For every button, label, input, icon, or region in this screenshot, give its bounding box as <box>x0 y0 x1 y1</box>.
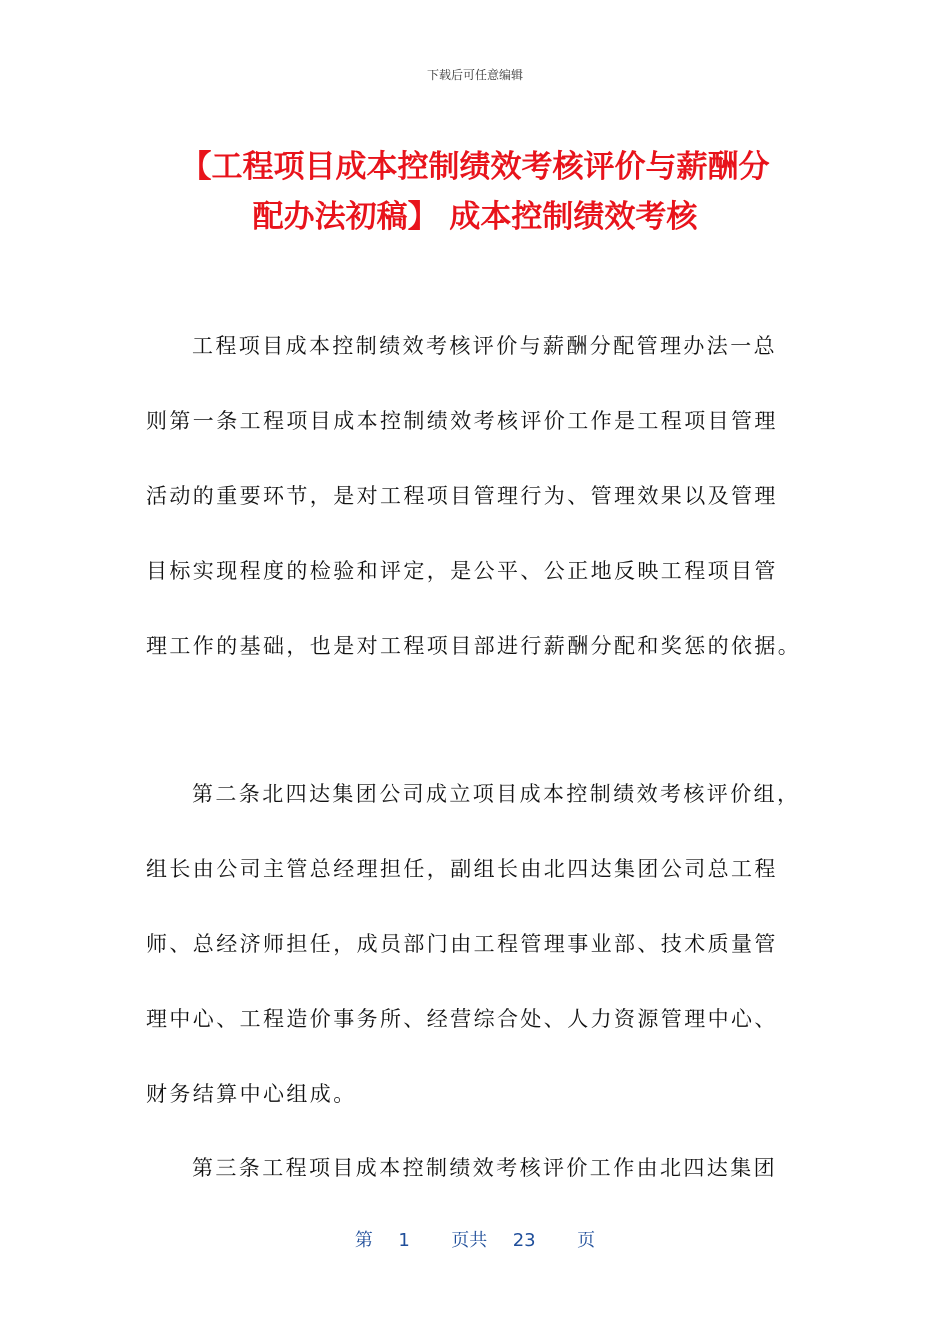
paragraph-1-line-4: 目标实现程度的检验和评定，是公平、公正地反映工程项目管 <box>146 559 778 583</box>
footer-page-mid: 页共 <box>451 1230 488 1251</box>
paragraph-1-line-1: 工程项目成本控制绩效考核评价与薪酬分配管理办法一总 <box>192 334 777 358</box>
footer-page-prefix: 第 <box>354 1230 373 1251</box>
paragraph-2-line-3: 师、总经济师担任，成员部门由工程管理事业部、技术质量管 <box>146 932 778 956</box>
paragraph-2-line-2: 组长由公司主管总经理担任，副组长由北四达集团公司总工程 <box>146 857 778 881</box>
paragraph-2-line-5: 财务结算中心组成。 <box>146 1082 357 1106</box>
paragraph-1-line-2: 则第一条工程项目成本控制绩效考核评价工作是工程项目管理 <box>146 409 778 433</box>
paragraph-1-line-3: 活动的重要环节，是对工程项目管理行为、管理效果以及管理 <box>146 484 778 508</box>
header-note: 下载后可任意编辑 <box>426 68 523 82</box>
footer-page-suffix: 页 <box>577 1230 596 1251</box>
title-line-2: 配办法初稿】 成本控制绩效考核 <box>252 199 698 235</box>
title-line-1: 【工程项目成本控制绩效考核评价与薪酬分 <box>180 149 770 185</box>
footer-page-total: 23 <box>512 1230 536 1251</box>
paragraph-3-line-1: 第三条工程项目成本控制绩效考核评价工作由北四达集团 <box>192 1156 777 1180</box>
paragraph-2-line-1: 第二条北四达集团公司成立项目成本控制绩效考核评价组， <box>192 782 801 806</box>
paragraph-1-line-5: 理工作的基础，也是对工程项目部进行薪酬分配和奖惩的依据。 <box>146 634 802 658</box>
page-footer <box>0 1226 950 1252</box>
footer-page-number: 1 <box>398 1230 410 1251</box>
document-title <box>120 142 830 242</box>
paragraph-2-line-4: 理中心、工程造价事务所、经营综合处、人力资源管理中心、 <box>146 1007 778 1031</box>
